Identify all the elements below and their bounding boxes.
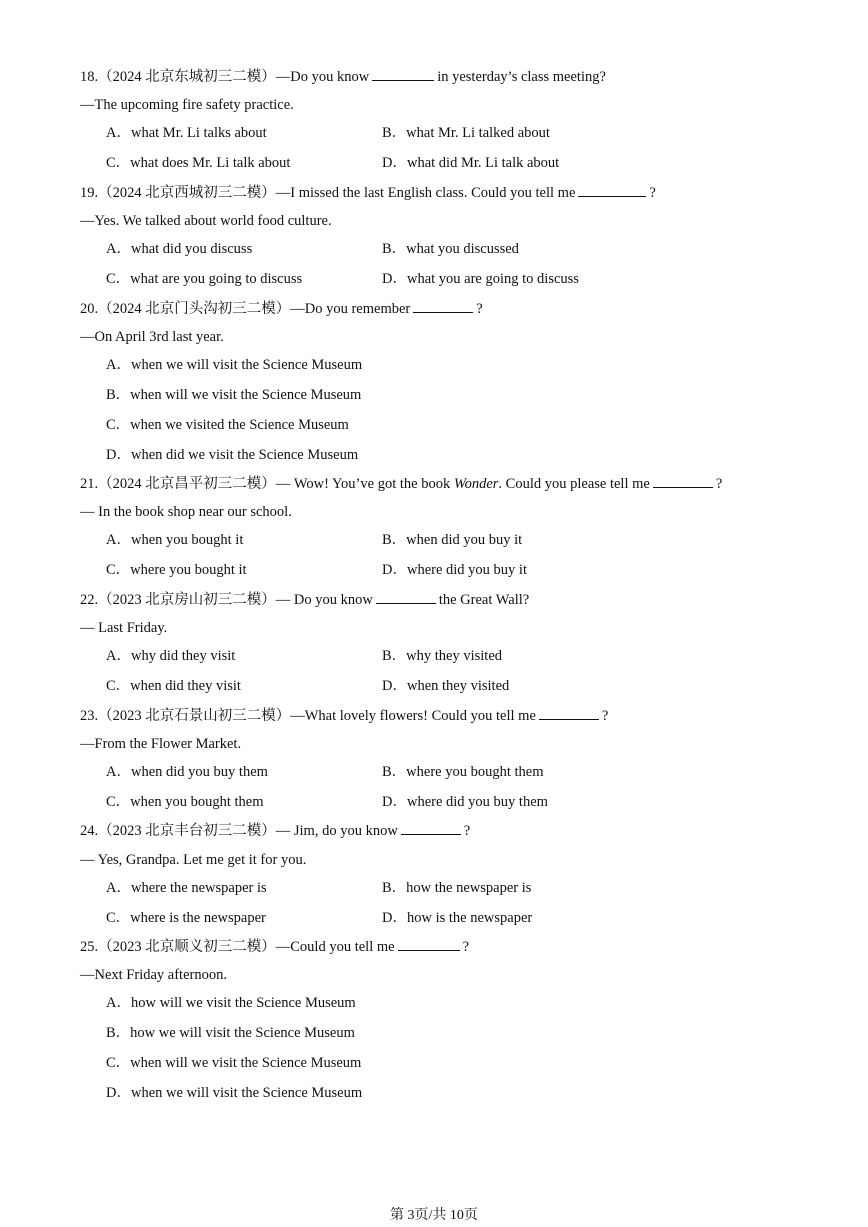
question-20-stem bbox=[80, 300, 483, 318]
stem-text: — Wow! You’ve got the book bbox=[275, 476, 451, 492]
question-19-answer: —Yes. We talked about world food culture. bbox=[80, 213, 332, 229]
question-19-stem bbox=[80, 184, 656, 202]
question-23-option-c bbox=[106, 793, 263, 811]
question-24-answer: — Yes, Grandpa. Let me get it for you. bbox=[80, 852, 307, 868]
option-text: what does Mr. Li talk about bbox=[130, 155, 291, 171]
question-18-option-d bbox=[382, 154, 559, 172]
option-letter: C． bbox=[106, 794, 131, 810]
question-22-option-a bbox=[106, 647, 235, 665]
option-letter: B． bbox=[382, 648, 407, 664]
option-text: when did they visit bbox=[130, 678, 241, 694]
stem-text: —I missed the last English class. Could you tell me bbox=[275, 185, 576, 201]
question-number: 23. bbox=[80, 708, 99, 724]
question-22-option-d bbox=[382, 677, 509, 695]
option-text: where did you buy them bbox=[406, 794, 548, 810]
option-letter: C． bbox=[106, 417, 131, 433]
stem-text: —Do you know bbox=[275, 69, 370, 85]
option-text: how is the newspaper bbox=[406, 910, 533, 926]
question-source: （2023 北京石景山初三二模） bbox=[98, 708, 291, 724]
question-source: （2024 北京西城初三二模） bbox=[98, 185, 276, 201]
question-20-option-b bbox=[106, 386, 361, 404]
option-letter: B． bbox=[382, 764, 407, 780]
question-21-option-a bbox=[106, 531, 243, 549]
stem-text: in yesterday’s class meeting? bbox=[437, 69, 606, 85]
answer-blank bbox=[413, 300, 473, 313]
question-23-answer: —From the Flower Market. bbox=[80, 736, 242, 752]
option-letter: A． bbox=[106, 241, 131, 257]
option-letter: D． bbox=[382, 794, 407, 810]
question-24-stem bbox=[80, 822, 470, 840]
option-text: how we will visit the Science Museum bbox=[130, 1025, 355, 1041]
stem-text: —What lovely flowers! Could you tell me bbox=[290, 708, 536, 724]
option-letter: A． bbox=[106, 880, 131, 896]
question-21-stem bbox=[80, 475, 722, 493]
option-text: how will we visit the Science Museum bbox=[130, 995, 356, 1011]
question-23-stem bbox=[80, 707, 608, 725]
option-letter: A． bbox=[106, 764, 131, 780]
answer-blank bbox=[401, 822, 461, 835]
question-25-stem bbox=[80, 938, 469, 956]
option-letter: D． bbox=[382, 155, 407, 171]
option-text: when did you buy them bbox=[130, 764, 268, 780]
question-18-option-b bbox=[382, 124, 550, 142]
question-18-stem bbox=[80, 68, 606, 86]
page-footer: 第 3页/共 10页 bbox=[390, 1208, 478, 1223]
stem-text: ? bbox=[715, 476, 723, 492]
question-19-option-d bbox=[382, 270, 579, 288]
question-number: 21. bbox=[80, 476, 99, 492]
option-text: where you bought them bbox=[406, 764, 544, 780]
option-text: what you are going to discuss bbox=[406, 271, 579, 287]
option-letter: A． bbox=[106, 648, 131, 664]
option-text: what are you going to discuss bbox=[130, 271, 303, 287]
stem-text: ? bbox=[462, 939, 469, 955]
question-25-option-a bbox=[106, 994, 356, 1012]
option-letter: C． bbox=[106, 678, 131, 694]
option-letter: C． bbox=[106, 1055, 131, 1071]
answer-blank bbox=[653, 475, 713, 488]
question-22-stem bbox=[80, 591, 529, 609]
question-23-option-a bbox=[106, 763, 268, 781]
question-23-option-b bbox=[382, 763, 544, 781]
question-24-option-a bbox=[106, 879, 267, 897]
question-21-answer: — In the book shop near our school. bbox=[80, 504, 292, 520]
question-source: （2024 北京东城初三二模） bbox=[98, 69, 276, 85]
question-source: （2023 北京丰台初三二模） bbox=[98, 823, 276, 839]
question-22-option-b bbox=[382, 647, 502, 665]
option-letter: C． bbox=[106, 562, 131, 578]
question-20-option-c bbox=[106, 416, 349, 434]
question-number: 25. bbox=[80, 939, 99, 955]
question-source: （2023 北京房山初三二模） bbox=[98, 592, 276, 608]
question-18-option-a bbox=[106, 124, 267, 142]
question-19-option-c bbox=[106, 270, 302, 288]
question-18-option-c bbox=[106, 154, 290, 172]
answer-blank bbox=[578, 184, 646, 197]
option-text: how the newspaper is bbox=[406, 880, 532, 896]
question-source: （2024 北京昌平初三二模） bbox=[98, 476, 276, 492]
answer-blank bbox=[398, 938, 460, 951]
option-letter: D． bbox=[382, 562, 407, 578]
option-text: when we will visit the Science Museum bbox=[130, 1085, 363, 1101]
option-text: what you discussed bbox=[406, 241, 519, 257]
option-letter: C． bbox=[106, 155, 131, 171]
option-letter: B． bbox=[382, 125, 407, 141]
option-letter: A． bbox=[106, 357, 131, 373]
question-19-option-a bbox=[106, 240, 252, 258]
stem-text: ? bbox=[601, 708, 609, 724]
option-text: where you bought it bbox=[130, 562, 247, 578]
book-title: Wonder bbox=[453, 476, 499, 492]
option-text: where did you buy it bbox=[406, 562, 527, 578]
option-letter: B． bbox=[106, 1025, 131, 1041]
question-24-option-d bbox=[382, 909, 532, 927]
question-23-option-d bbox=[382, 793, 548, 811]
question-number: 24. bbox=[80, 823, 99, 839]
question-number: 18. bbox=[80, 69, 99, 85]
stem-text: ? bbox=[463, 823, 471, 839]
stem-text: — Do you know bbox=[275, 592, 373, 608]
stem-text: — Jim, do you know bbox=[275, 823, 398, 839]
question-22-answer: — Last Friday. bbox=[80, 620, 168, 636]
stem-text: —Could you tell me bbox=[275, 939, 395, 955]
option-letter: C． bbox=[106, 271, 131, 287]
stem-text: ? bbox=[649, 185, 656, 201]
option-letter: B． bbox=[382, 241, 407, 257]
question-number: 22. bbox=[80, 592, 99, 608]
option-text: when will we visit the Science Museum bbox=[130, 1055, 362, 1071]
stem-text: ? bbox=[476, 301, 483, 317]
question-25-option-c bbox=[106, 1054, 361, 1072]
option-letter: A． bbox=[106, 532, 131, 548]
question-source: （2024 北京门头沟初三二模） bbox=[98, 301, 291, 317]
option-letter: D． bbox=[382, 271, 407, 287]
option-letter: D． bbox=[382, 678, 407, 694]
option-text: where the newspaper is bbox=[130, 880, 267, 896]
stem-text: the Great Wall? bbox=[438, 592, 530, 608]
option-text: what did you discuss bbox=[130, 241, 253, 257]
option-letter: D． bbox=[106, 1085, 131, 1101]
question-21-option-d bbox=[382, 561, 527, 579]
option-text: where is the newspaper bbox=[130, 910, 266, 926]
question-source: （2023 北京顺义初三二模） bbox=[98, 939, 276, 955]
option-text: what Mr. Li talked about bbox=[406, 125, 550, 141]
question-21-option-b bbox=[382, 531, 522, 549]
option-letter: D． bbox=[382, 910, 407, 926]
question-19-option-b bbox=[382, 240, 519, 258]
option-text: what did Mr. Li talk about bbox=[406, 155, 560, 171]
answer-blank bbox=[376, 591, 436, 604]
option-text: when we will visit the Science Museum bbox=[130, 357, 363, 373]
option-text: when you bought them bbox=[130, 794, 264, 810]
answer-blank bbox=[372, 68, 434, 81]
option-text: when we visited the Science Museum bbox=[130, 417, 349, 433]
question-22-option-c bbox=[106, 677, 241, 695]
option-text: why did they visit bbox=[130, 648, 236, 664]
question-25-option-d bbox=[106, 1084, 362, 1102]
question-number: 19. bbox=[80, 185, 99, 201]
question-number: 20. bbox=[80, 301, 99, 317]
option-text: when you bought it bbox=[130, 532, 244, 548]
option-letter: D． bbox=[106, 447, 131, 463]
question-18-answer: —The upcoming fire safety practice. bbox=[80, 97, 294, 113]
stem-text: —Do you remember bbox=[290, 301, 411, 317]
option-letter: B． bbox=[106, 387, 131, 403]
option-text: when did you buy it bbox=[406, 532, 523, 548]
question-25-option-b bbox=[106, 1024, 355, 1042]
option-text: why they visited bbox=[406, 648, 503, 664]
option-text: what Mr. Li talks about bbox=[130, 125, 267, 141]
question-24-option-b bbox=[382, 879, 531, 897]
option-text: when will we visit the Science Museum bbox=[130, 387, 362, 403]
option-letter: B． bbox=[382, 880, 407, 896]
option-text: when did we visit the Science Museum bbox=[130, 447, 359, 463]
option-letter: A． bbox=[106, 995, 131, 1011]
question-25-answer: —Next Friday afternoon. bbox=[80, 967, 227, 983]
question-21-option-c bbox=[106, 561, 247, 579]
option-letter: B． bbox=[382, 532, 407, 548]
option-letter: C． bbox=[106, 910, 131, 926]
option-text: when they visited bbox=[406, 678, 510, 694]
answer-blank bbox=[539, 707, 599, 720]
option-letter: A． bbox=[106, 125, 131, 141]
question-24-option-c bbox=[106, 909, 266, 927]
question-20-option-d bbox=[106, 446, 358, 464]
stem-text: . Could you please tell me bbox=[498, 476, 650, 492]
question-20-answer: —On April 3rd last year. bbox=[80, 329, 224, 345]
question-20-option-a bbox=[106, 356, 362, 374]
